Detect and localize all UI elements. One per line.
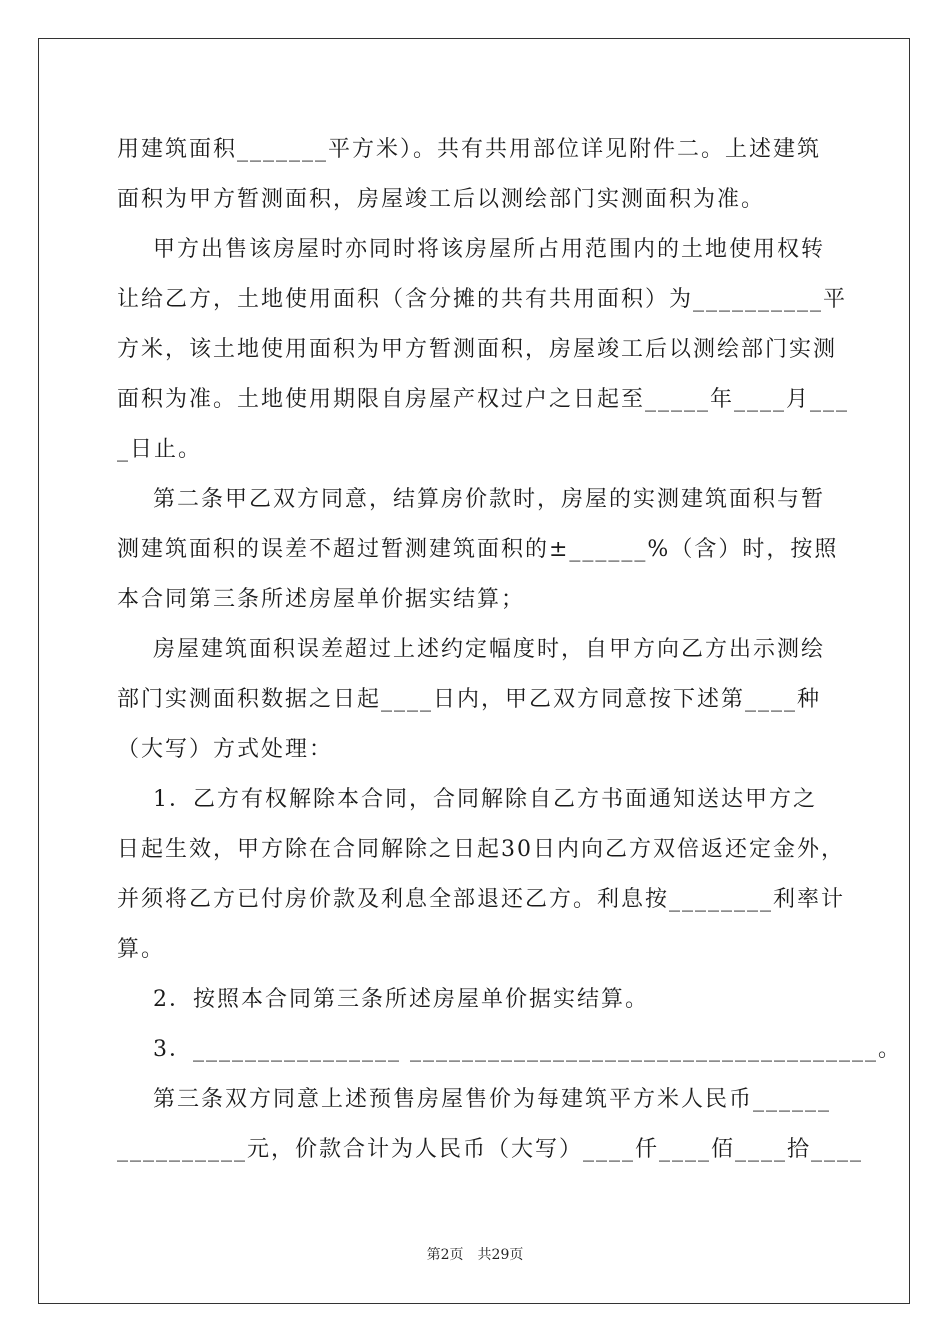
text-line: 并须将乙方已付房价款及利息全部退还乙方。利息按________利率计 [117, 887, 846, 912]
text-line: 算。 [117, 937, 166, 962]
text-line: 方米，该土地使用面积为甲方暂测面积，房屋竣工后以测绘部门实测 [117, 337, 838, 362]
text-line: 让给乙方，土地使用面积（含分摊的共有共用面积）为__________平 [117, 287, 848, 312]
text-line: 1．乙方有权解除本合同，合同解除自乙方书面通知送达甲方之 [117, 787, 817, 812]
text-line: 部门实测面积数据之日起____日内，甲乙双方同意按下述第____种 [117, 687, 822, 712]
text-line: __________元，价款合计为人民币（大写）____仟____佰____拾____ [117, 1137, 864, 1162]
text-line: 面积为准。土地使用期限自房屋产权过户之日起至_____年____月___ [117, 387, 850, 412]
page-border [38, 38, 910, 1304]
text-line: 房屋建筑面积误差超过上述约定幅度时，自甲方向乙方出示测绘 [117, 637, 825, 662]
text-line: 本合同第三条所述房屋单价据实结算； [117, 587, 526, 612]
text-line: 面积为甲方暂测面积，房屋竣工后以测绘部门实测面积为准。 [117, 187, 766, 212]
text-line: 3．________________ ____________________________________。 [117, 1037, 902, 1062]
text-line: 2．按照本合同第三条所述房屋单价据实结算。 [117, 987, 649, 1012]
text-line: 日起生效，甲方除在合同解除之日起30日内向乙方双倍返还定金外， [117, 837, 845, 862]
text-line: 第三条双方同意上述预售房屋售价为每建筑平方米人民币______ [117, 1087, 831, 1112]
text-line: _日止。 [117, 437, 203, 462]
text-line: 第二条甲乙双方同意，结算房价款时，房屋的实测建筑面积与暂 [117, 487, 825, 512]
text-line: （大写）方式处理： [117, 737, 334, 762]
text-line: 测建筑面积的误差不超过暂测建筑面积的±______%（含）时，按照 [117, 537, 839, 562]
page-number: 第2页 共29页 [426, 1247, 524, 1263]
text-line: 用建筑面积_______平方米）。共有共用部位详见附件二。上述建筑 [117, 137, 822, 162]
text-line: 甲方出售该房屋时亦同时将该房屋所占用范围内的土地使用权转 [117, 237, 825, 262]
